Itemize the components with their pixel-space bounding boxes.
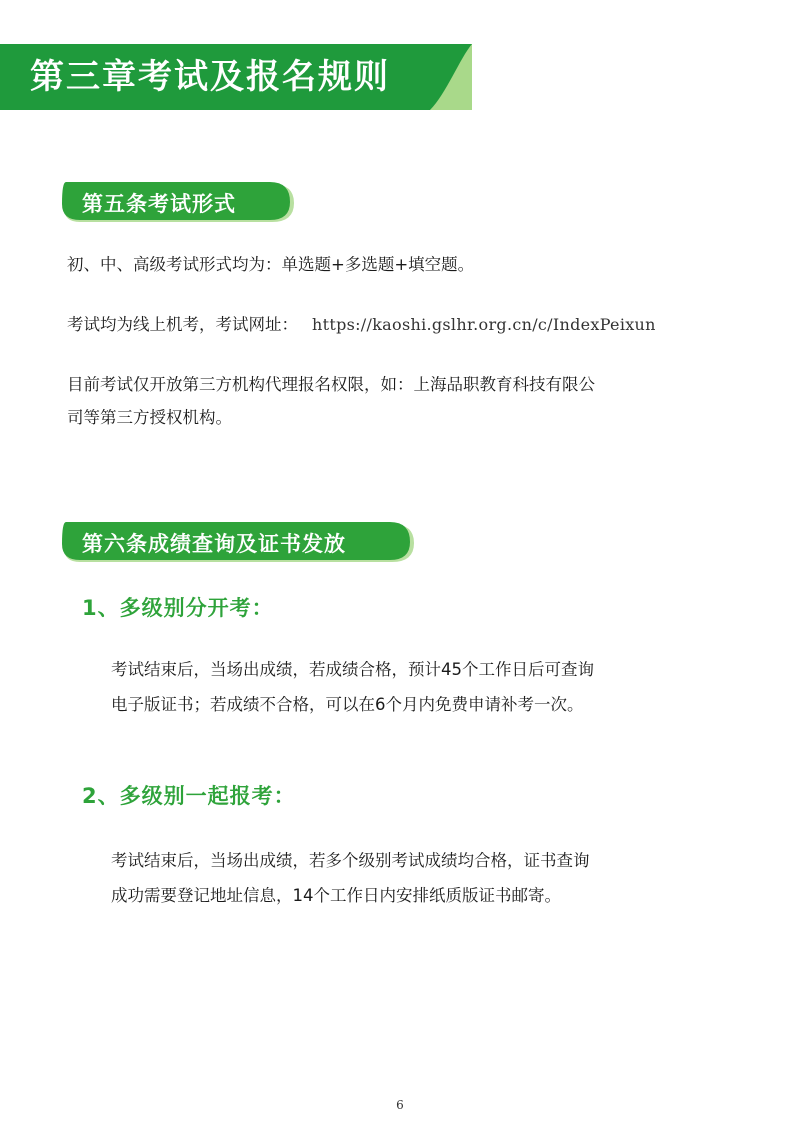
subheading-combined-exams: 2、多级别一起报考： — [82, 784, 296, 808]
paragraph-registration — [67, 368, 595, 434]
registration-line-2: 司等第三方授权机构。 — [67, 408, 232, 427]
chapter-banner — [0, 44, 472, 110]
page-number: 6 — [396, 1098, 404, 1112]
exam-website-label: 考试均为线上机考，考试网址： — [67, 315, 298, 334]
paragraph-combined-exams — [111, 843, 590, 913]
exam-website-url[interactable]: https://kaoshi.gslhr.org.cn/c/IndexPeixun — [312, 315, 656, 334]
paragraph-exam-website — [67, 308, 656, 341]
combined-exams-line-2: 成功需要登记地址信息，14个工作日内安排纸质版证书邮寄。 — [111, 886, 561, 905]
chapter-title: 第三章考试及报名规则 — [30, 57, 390, 97]
paragraph-exam-type: 初、中、高级考试形式均为：单选题+多选题+填空题。 — [67, 255, 475, 274]
section-header-exam-format — [60, 182, 296, 224]
section-header-results-certificates — [60, 522, 416, 564]
combined-exams-line-1: 考试结束后，当场出成绩，若多个级别考试成绩均合格，证书查询 — [111, 851, 590, 870]
section-title: 第六条成绩查询及证书发放 — [82, 532, 346, 556]
paragraph-separate-exams — [111, 652, 594, 722]
separate-exams-line-2: 电子版证书；若成绩不合格，可以在6个月内免费申请补考一次。 — [111, 695, 584, 714]
separate-exams-line-1: 考试结束后，当场出成绩，若成绩合格，预计45个工作日后可查询 — [111, 660, 594, 679]
registration-line-1: 目前考试仅开放第三方机构代理报名权限，如：上海品职教育科技有限公 — [67, 375, 595, 394]
subheading-separate-exams: 1、多级别分开考： — [82, 596, 274, 620]
section-title: 第五条考试形式 — [82, 192, 236, 216]
